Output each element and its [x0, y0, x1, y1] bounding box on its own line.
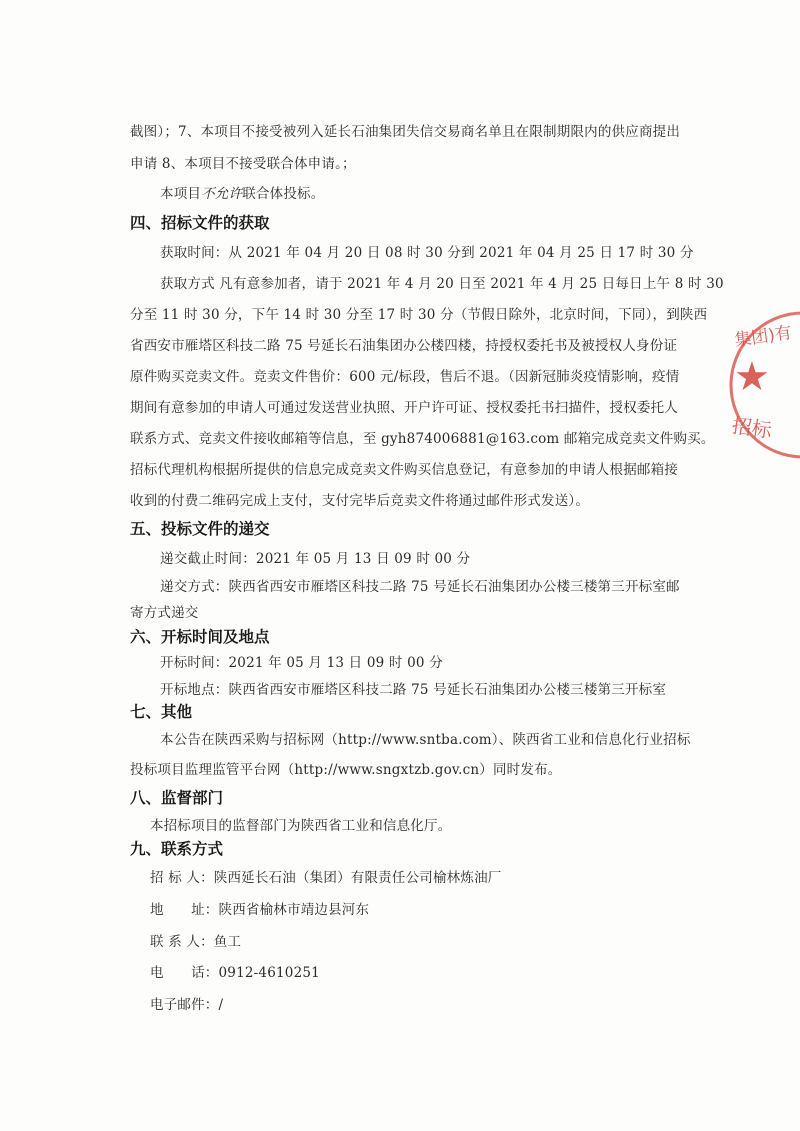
paragraph-line: 本招标项目的监督部门为陕西省工业和信息化厅。	[150, 818, 452, 834]
paragraph-line: 收到的付费二维码完成上支付，支付完毕后竞卖文件将通过邮件形式发送）。	[130, 493, 590, 509]
seal-top-text: 集团)有	[733, 323, 794, 351]
seal-bottom-text: 招标	[730, 413, 774, 443]
contact-email: 电子邮件：/	[150, 997, 224, 1013]
paragraph-line: 寄方式递交	[130, 605, 199, 621]
official-seal	[718, 300, 800, 470]
section-heading: 九、联系方式	[130, 840, 224, 858]
section-heading: 七、其他	[130, 703, 193, 721]
paragraph-line: 分至 11 时 30 分，下午 14 时 30 分至 17 时 30 分（节假日除外，北京时间，下同），到陕西	[130, 307, 708, 323]
paragraph-line: 开标地点：陕西省西安市雁塔区科技二路 75 号延长石油集团办公楼三楼第三开标室	[160, 682, 667, 698]
italic-text: 不允许	[201, 186, 243, 202]
section-heading: 八、监督部门	[130, 789, 224, 807]
text-segment: 本项目	[160, 186, 202, 202]
paragraph-line: 本公告在陕西采购与招标网（http://www.sntba.com）、陕西省工业和信息化行业招标	[160, 732, 691, 748]
paragraph-line: 开标时间：2021 年 05 月 13 日 09 时 00 分	[160, 655, 443, 671]
paragraph-line: 联系方式、竞卖文件接收邮箱等信息，至 gyh874006881@163.com 邮箱完成竞卖文件购买。	[130, 431, 715, 447]
text-segment: 联合体投标。	[242, 186, 325, 202]
contact-bidder: 招 标 人：陕西延长石油（集团）有限责任公司榆林炼油厂	[150, 870, 502, 886]
paragraph-line: 投标项目监理监管平台网（http://www.sngxtzb.gov.cn）同时发布。	[130, 762, 562, 778]
paragraph-line: 获取时间：从 2021 年 04 月 20 日 08 时 30 分到 2021 年 04 月 25 日 17 时 30 分	[160, 245, 694, 261]
paragraph-line	[160, 184, 324, 204]
seal-star-icon: ★	[734, 354, 770, 400]
contact-phone: 电 话：0912-4610251	[150, 965, 320, 981]
contact-address: 地 址：陕西省榆林市靖边县河东	[150, 902, 370, 918]
paragraph-line: 申请 8、本项目不接受联合体申请。；	[130, 156, 356, 172]
section-heading: 六、开标时间及地点	[130, 628, 270, 646]
paragraph-line: 获取方式 凡有意参加者，请于 2021 年 4 月 20 日至 2021 年 4 月 25 日每日上午 8 时 30	[160, 276, 724, 292]
paragraph-line: 期间有意参加的申请人可通过发送营业执照、开户许可证、授权委托书扫描件，授权委托人	[130, 400, 678, 416]
section-heading: 五、投标文件的递交	[130, 520, 270, 538]
paragraph-line: 递交截止时间：2021 年 05 月 13 日 09 时 00 分	[160, 551, 471, 567]
paragraph-line: 递交方式：陕西省西安市雁塔区科技二路 75 号延长石油集团办公楼三楼第三开标室邮	[160, 579, 680, 595]
contact-person: 联 系 人：鱼工	[150, 934, 242, 950]
paragraph-line: 原件购买竞卖文件。竞卖文件售价：600 元/标段，售后不退。（因新冠肺炎疫情影响，疫情	[130, 369, 680, 385]
paragraph-line: 省西安市雁塔区科技二路 75 号延长石油集团办公楼四楼，持授权委托书及被授权人身份证	[130, 338, 678, 354]
section-heading: 四、招标文件的获取	[130, 214, 270, 232]
paragraph-line: 招标代理机构根据所提供的信息完成竞卖文件购买信息登记，有意参加的申请人根据邮箱接	[130, 462, 678, 478]
paragraph-line: 截图）；7、本项目不接受被列入延长石油集团失信交易商名单且在限制期限内的供应商提出	[130, 124, 681, 140]
